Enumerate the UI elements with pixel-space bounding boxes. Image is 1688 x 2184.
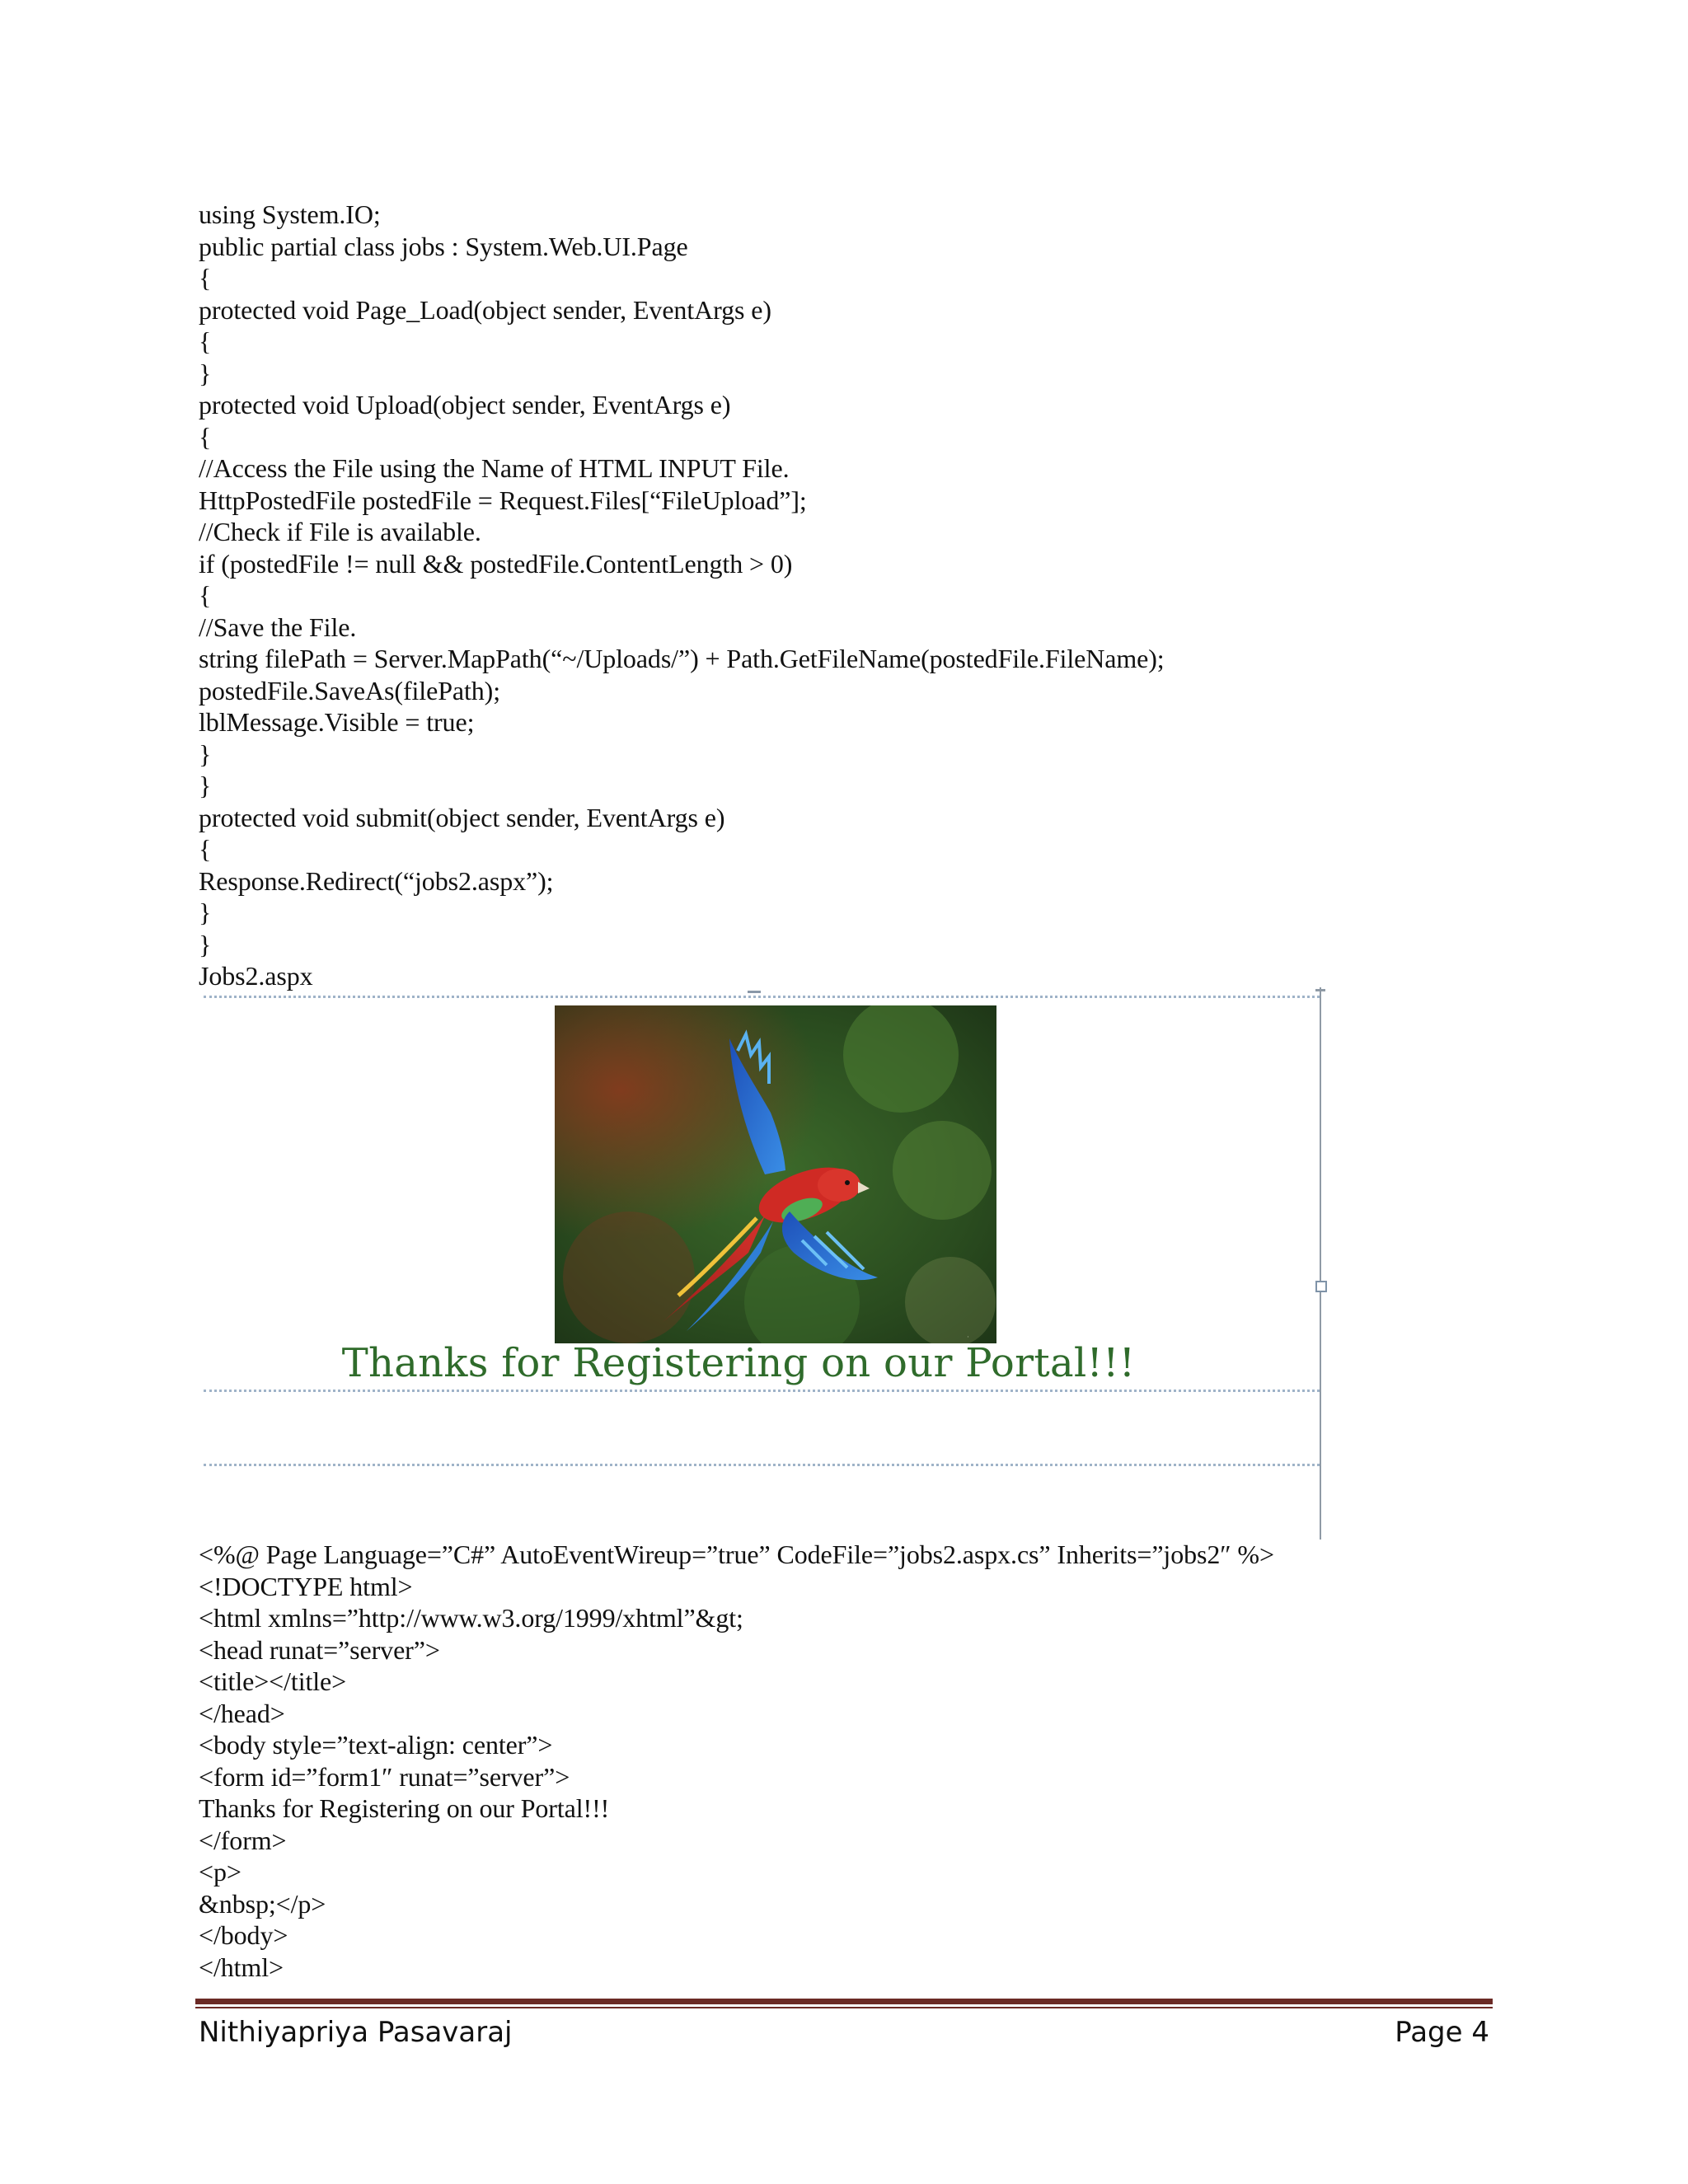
code-line: lblMessage.Visible = true; (199, 707, 475, 737)
code-line: { (199, 834, 212, 864)
code-line: <head runat=”server”> (199, 1634, 440, 1665)
code-line: <body style=”text-align: center”> (199, 1730, 553, 1760)
code-line: </form> (199, 1825, 287, 1855)
code-line: { (199, 580, 212, 610)
code-listing-markup (199, 1539, 1274, 1983)
ruler-tick (1315, 989, 1325, 991)
code-line: using System.IO; (199, 199, 381, 229)
code-line: <form id=”form1″ runat=”server”> (199, 1761, 570, 1792)
code-line: &nbsp;</p> (199, 1888, 326, 1919)
footer-rule (195, 1999, 1493, 2004)
footer-author: Nithiyapriya Pasavaraj (199, 2016, 513, 2049)
page-number: Page 4 (1395, 2016, 1489, 2049)
parrot-image (555, 1005, 996, 1343)
code-line: { (199, 263, 212, 293)
code-line: } (199, 929, 212, 959)
section-label-jobs2-aspx: Jobs2.aspx (199, 961, 313, 991)
code-listing-codebehind (199, 199, 1165, 992)
code-line: postedFile.SaveAs(filePath); (199, 675, 501, 705)
code-line: <%@ Page Language=”C#” AutoEventWireup=”true” CodeFile=”jobs2.aspx.cs” Inherits=”jobs2″ %> (199, 1540, 1274, 1569)
code-line: string filePath = Server.MapPath(“~/Uploads/”) + Path.GetFileName(postedFile.FileName); (199, 644, 1165, 673)
design-view-screenshot (200, 987, 1329, 1541)
code-line: HttpPostedFile postedFile = Request.Files[“FileUpload”]; (199, 485, 807, 515)
code-line: protected void Upload(object sender, EventArgs e) (199, 390, 731, 419)
code-line: <p> (199, 1857, 241, 1886)
code-line: </head> (199, 1698, 285, 1728)
code-line: protected void Page_Load(object sender, EventArgs e) (199, 294, 771, 325)
code-line: } (199, 771, 212, 800)
design-row-divider (204, 1390, 1320, 1392)
code-line: //Check if File is available. (199, 517, 481, 546)
code-line: { (199, 326, 212, 356)
code-line: } (199, 898, 212, 927)
resize-handle-icon (1315, 1281, 1327, 1292)
code-line: <title></title> (199, 1666, 347, 1696)
code-line: <!DOCTYPE html> (199, 1571, 413, 1601)
code-line: protected void submit(object sender, EventArgs e) (199, 802, 725, 832)
design-vertical-ruler (1320, 987, 1321, 1540)
code-line: public partial class jobs : System.Web.UI.Page (199, 231, 688, 261)
drag-handle-icon (748, 991, 761, 993)
code-line: { (199, 421, 212, 452)
code-line: <html xmlns=”http://www.w3.org/1999/xhtml”&gt; (199, 1603, 743, 1633)
code-line: //Access the File using the Name of HTML INPUT File. (199, 453, 790, 483)
design-border-bottom (204, 1464, 1320, 1466)
code-line: Response.Redirect(“jobs2.aspx”); (199, 865, 554, 896)
code-line: </html> (199, 1952, 284, 1982)
svg-text:·: · (967, 1333, 969, 1342)
thanks-heading: Thanks for Registering on our Portal!!! (341, 1340, 1136, 1386)
code-line: Thanks for Registering on our Portal!!! (199, 1793, 610, 1823)
code-line: } (199, 358, 212, 388)
footer-rule-thin (195, 2007, 1493, 2008)
code-line: } (199, 738, 212, 769)
code-line: //Save the File. (199, 612, 357, 642)
code-line: </body> (199, 1920, 288, 1950)
design-border-top (204, 996, 1320, 998)
code-line: if (postedFile != null && postedFile.ContentLength > 0) (199, 548, 793, 579)
